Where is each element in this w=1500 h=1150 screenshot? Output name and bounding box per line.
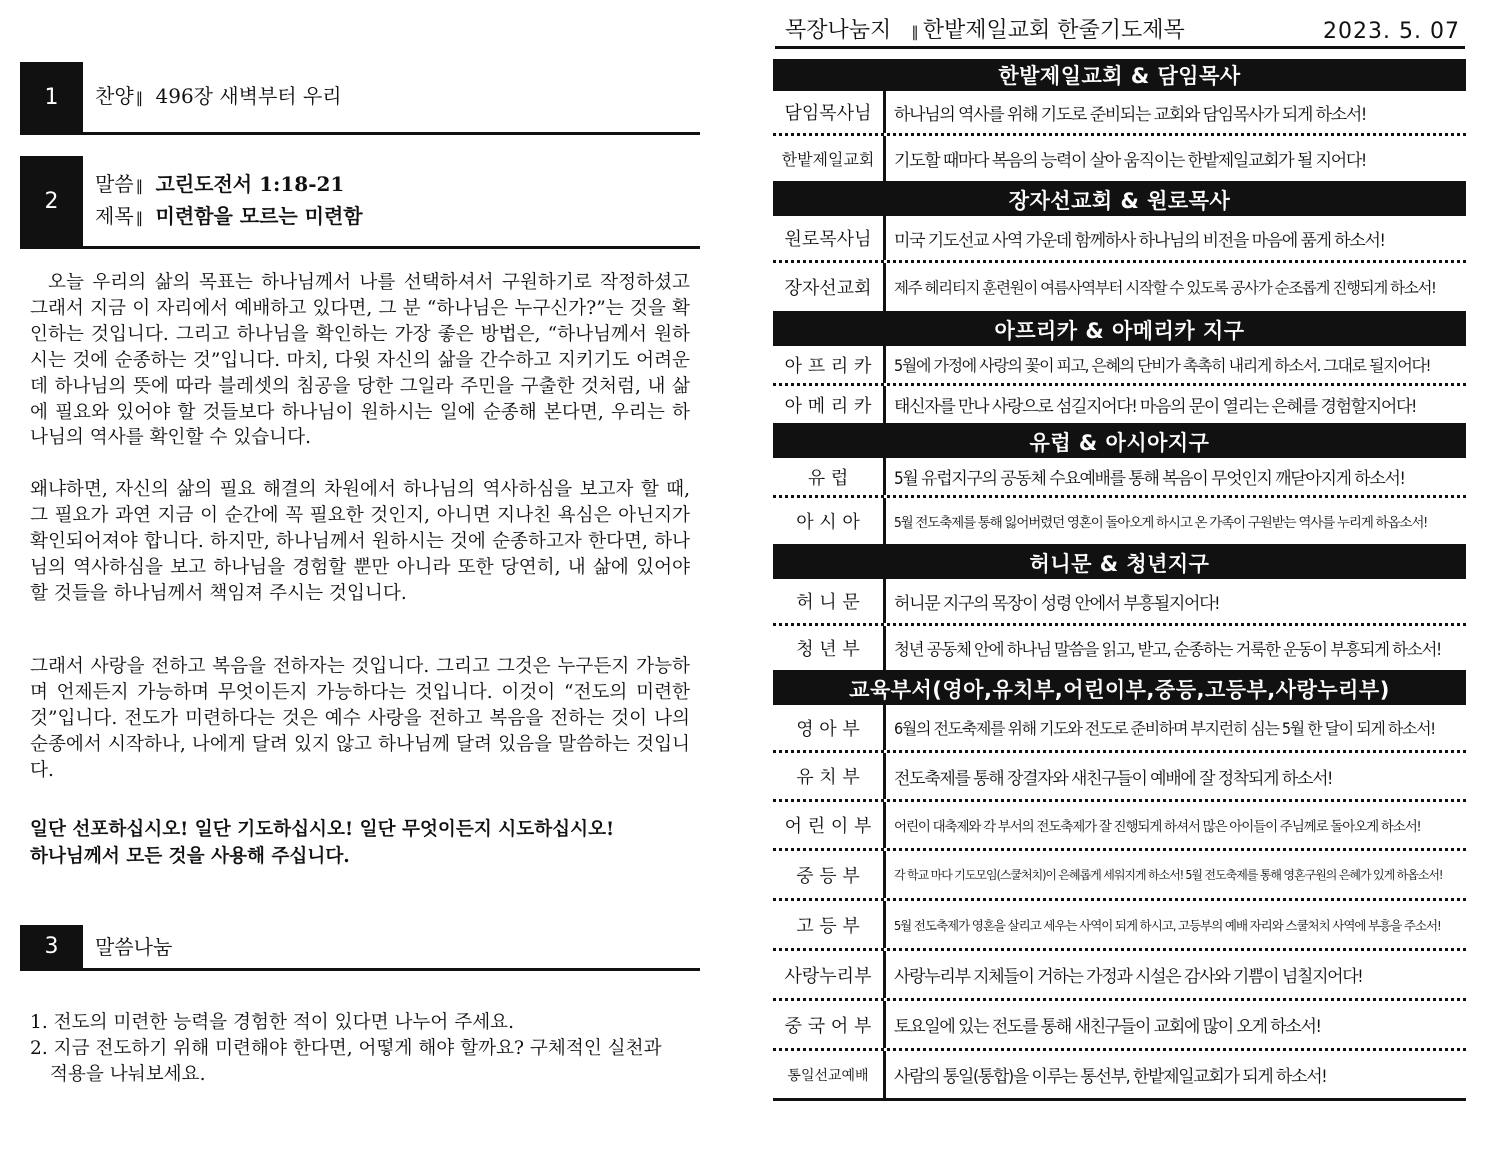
row-name: 장자선교회 xyxy=(773,263,886,311)
row-text: 사랑누리부 지체들이 거하는 가정과 시설은 감사와 기쁨이 넘칠지어다! xyxy=(894,967,1363,987)
row-text: 태신자를 만나 사랑으로 섬길지어다! 마음의 문이 열리는 은혜를 경험할지어다! xyxy=(894,397,1417,417)
section-label: 말씀 xyxy=(95,172,134,196)
row-name: 아 프 리 카 xyxy=(773,346,886,383)
table-row xyxy=(773,136,1466,184)
table-row xyxy=(773,346,1466,386)
discussion-questions xyxy=(30,1010,680,1088)
row-name: 허 니 문 xyxy=(773,579,886,623)
row-name: 담임목사님 xyxy=(773,91,886,133)
row-text: 전도축제를 통해 장결자와 새친구들이 예배에 잘 정착되게 하소서! xyxy=(894,768,1333,789)
row-name: 중 등 부 xyxy=(773,851,886,898)
row-text: 5월 유럽지구의 공동체 수요예배를 통해 복음이 무엇인지 깨닫아지게 하소서! xyxy=(894,469,1405,489)
row-name: 통일선교예배 xyxy=(773,1051,886,1098)
row-text: 5월 전도축제를 통해 잃어버렸던 영혼이 돌아오게 하시고 온 가족이 구원받는 역사를 누리게 하옵소서! xyxy=(894,515,1428,531)
table-row xyxy=(773,579,1466,626)
header-rule xyxy=(775,46,1465,49)
section-label: 말씀나눔 xyxy=(95,934,173,959)
section-praise: 1 찬양 ∥ 496장 새벽부터 우리 xyxy=(20,62,700,135)
row-name: 중 국 어 부 xyxy=(773,1001,886,1048)
table-row xyxy=(773,1001,1466,1051)
group-header: 장자선교회 & 원로목사 xyxy=(773,184,1466,216)
row-text: 5월에 가정에 사랑의 꽃이 피고, 은혜의 단비가 촉촉히 내리게 하소서. 그대로 될지어다! xyxy=(894,356,1431,375)
row-text: 사람의 통일(통합)을 이루는 통선부, 한밭제일교회가 되게 하소서! xyxy=(894,1067,1327,1087)
section-number: 2 xyxy=(20,156,83,246)
sermon-title: 미련함을 모르는 미련함 xyxy=(155,204,363,228)
row-name: 유 치 부 xyxy=(773,753,886,799)
table-row xyxy=(773,901,1466,951)
row-name: 청 년 부 xyxy=(773,626,886,670)
header-label: 목장나눔지 xyxy=(785,18,892,43)
row-name: 한밭제일교회 xyxy=(773,136,886,181)
sermon-paragraph: 오늘 우리의 삶의 목표는 하나님께서 나를 선택하셔서 구원하기로 작정하셨고 그래서 지금 이 자리에서 예배하고 있다면, 그 분 “하나님은 누구신가?”는 것을 확인하는 것입니다. 그리고 하나님을 확인하는 가장 좋은 방법은, “하나님께서 원하시는 것에 순종하는 것”입니다. 마치, 다윗 자신의 삶을 간수하고 지키기도 어려운데 하나님의 뜻에 따라 블레셋의 침공을 당한 그일라 주민을 구출한 것처럼, 내 삶에 필요와 있어야 할 것들보다 하나님이 원하시는 일에 순종해 본다면, 우리는 하나님의 역사를 확인할 수 있습니다. xyxy=(30,272,690,449)
table-row xyxy=(773,951,1466,1001)
section-number: 3 xyxy=(20,925,83,968)
table-row xyxy=(773,626,1466,673)
table-row xyxy=(773,386,1466,426)
group-header: 허니문 & 청년지구 xyxy=(773,547,1466,579)
header-date: 2023. 5. 07 xyxy=(1323,19,1460,44)
scripture-reference: 고린도전서 1:18-21 xyxy=(155,172,345,196)
group-header: 한밭제일교회 & 담임목사 xyxy=(773,59,1466,91)
row-text: 제주 헤리티지 훈련원이 여름사역부터 시작할 수 있도록 공사가 순조롭게 진행되게 하소서! xyxy=(894,279,1436,297)
table-row xyxy=(773,458,1466,498)
row-text: 6월의 전도축제를 위해 기도와 전도로 준비하며 부지런히 심는 5월 한 달이 되게 하소서! xyxy=(894,719,1435,738)
row-text: 어린이 대축제와 각 부서의 전도축제가 잘 진행되게 하셔서 많은 아이들이 주님께로 돌아오게 하소서! xyxy=(894,819,1421,835)
row-text: 하나님의 역사를 위해 기도로 준비되는 교회와 담임목사가 되게 하소서! xyxy=(894,104,1366,125)
table-row xyxy=(773,91,1466,136)
page-header: 목장나눔지 ∥ 한밭제일교회 한줄기도제목 2023. 5. 07 xyxy=(785,12,1460,44)
row-name: 유 럽 xyxy=(773,458,886,495)
page-title: 한밭제일교회 한줄기도제목 xyxy=(922,18,1185,43)
table-row xyxy=(773,705,1466,753)
sermon-paragraph: 그래서 사랑을 전하고 복음을 전하자는 것입니다. 그리고 그것은 누구든지 가능하며 언제든지 가능하며 무엇이든지 가능하다는 것입니다. 이것이 “전도의 미련한 것”입니다. 전도가 미련하다는 것은 예수 사랑을 전하고 복음을 전하는 것이 나의 순종에서 시작하나, 나에게 달려 있지 않고 하나님께 달려 있음을 말씀하는 것입니다. xyxy=(30,656,690,781)
group-header: 교육부서(영아,유치부,어린이부,중등,고등부,사랑누리부) xyxy=(773,673,1466,705)
row-text: 각 학교 마다 기도모임(스쿨처치)이 은혜롭게 세워지게 하소서! 5월 전도축제를 통해 영혼구원의 은혜가 있게 하옵소서! xyxy=(894,868,1443,882)
prayer-table xyxy=(773,59,1466,1101)
section-scripture: 2 말씀 ∥ 고린도전서 1:18-21 제목 ∥ 미련함을 모르는 미련함 xyxy=(20,156,700,249)
row-text: 토요일에 있는 전도를 통해 새친구들이 교회에 많이 오게 하소서! xyxy=(894,1017,1321,1037)
row-text: 미국 기도선교 사역 가운데 함께하사 하나님의 비전을 마음에 품게 하소서! xyxy=(894,230,1385,251)
sermon-paragraph: 왜냐하면, 자신의 삶의 필요 해결의 차원에서 하나님의 역사하심을 보고자 할 때, 그 필요가 과연 지금 이 순간에 꼭 필요한 것인지, 아니면 지나친 욕심은 아닌지가 확인되어져야 합니다. 하지만, 하나님께서 원하시는 것에 순종하고자 한다면, 하나님의 역사하심을 보고 하나님을 경험할 뿐만 아니라 또한 당연히, 내 삶에 있어야 할 것들을 하나님께서 책임져 주시는 것입니다. xyxy=(30,479,690,604)
table-row xyxy=(773,216,1466,263)
row-text: 5월 전도축제가 영혼을 살리고 세우는 사역이 되게 하시고, 고등부의 예배 자리와 스쿨처치 사역에 부흥을 주소서! xyxy=(894,917,1441,933)
group-header: 유럽 & 아시아지구 xyxy=(773,426,1466,458)
call-to-action: 일단 선포하십시오! 일단 기도하십시오! 일단 무엇이든지 시도하십시오! 하나님께서 모든 것을 사용해 주십니다. xyxy=(30,819,615,867)
row-name: 아 시 아 xyxy=(773,498,886,544)
table-row xyxy=(773,498,1466,547)
row-name: 원로목사님 xyxy=(773,216,886,260)
row-name: 어 린 이 부 xyxy=(773,802,886,848)
table-row xyxy=(773,1051,1466,1101)
group-header: 아프리카 & 아메리카 지구 xyxy=(773,314,1466,346)
section-number: 1 xyxy=(20,62,83,132)
section-label: 찬양 xyxy=(95,84,134,108)
table-row xyxy=(773,753,1466,802)
row-text: 허니문 지구의 목장이 성령 안에서 부흥될지어다! xyxy=(894,593,1220,614)
table-row xyxy=(773,851,1466,901)
section-sharing xyxy=(20,925,700,971)
row-name: 영 아 부 xyxy=(773,705,886,750)
hymn-title: 496장 새벽부터 우리 xyxy=(155,84,342,108)
section-label: 제목 xyxy=(95,204,134,228)
row-name: 고 등 부 xyxy=(773,901,886,948)
list-item: 2. 지금 전도하기 위해 미련해야 한다면, 어떻게 해야 할까요? 구체적인 실천과 적용을 나눠보세요. xyxy=(30,1038,662,1085)
row-name: 아 메 리 카 xyxy=(773,386,886,423)
table-row xyxy=(773,802,1466,851)
list-item: 1. 전도의 미련한 능력을 경험한 적이 있다면 나누어 주세요. xyxy=(30,1012,515,1033)
row-name: 사랑누리부 xyxy=(773,951,886,998)
row-text: 청년 공동체 안에 하나님 말씀을 읽고, 받고, 순종하는 거룩한 운동이 부흥되게 하소서! xyxy=(894,640,1441,659)
table-row xyxy=(773,263,1466,314)
row-text: 기도할 때마다 복음의 능력이 살아 움직이는 한밭제일교회가 될 지어다! xyxy=(894,151,1366,171)
